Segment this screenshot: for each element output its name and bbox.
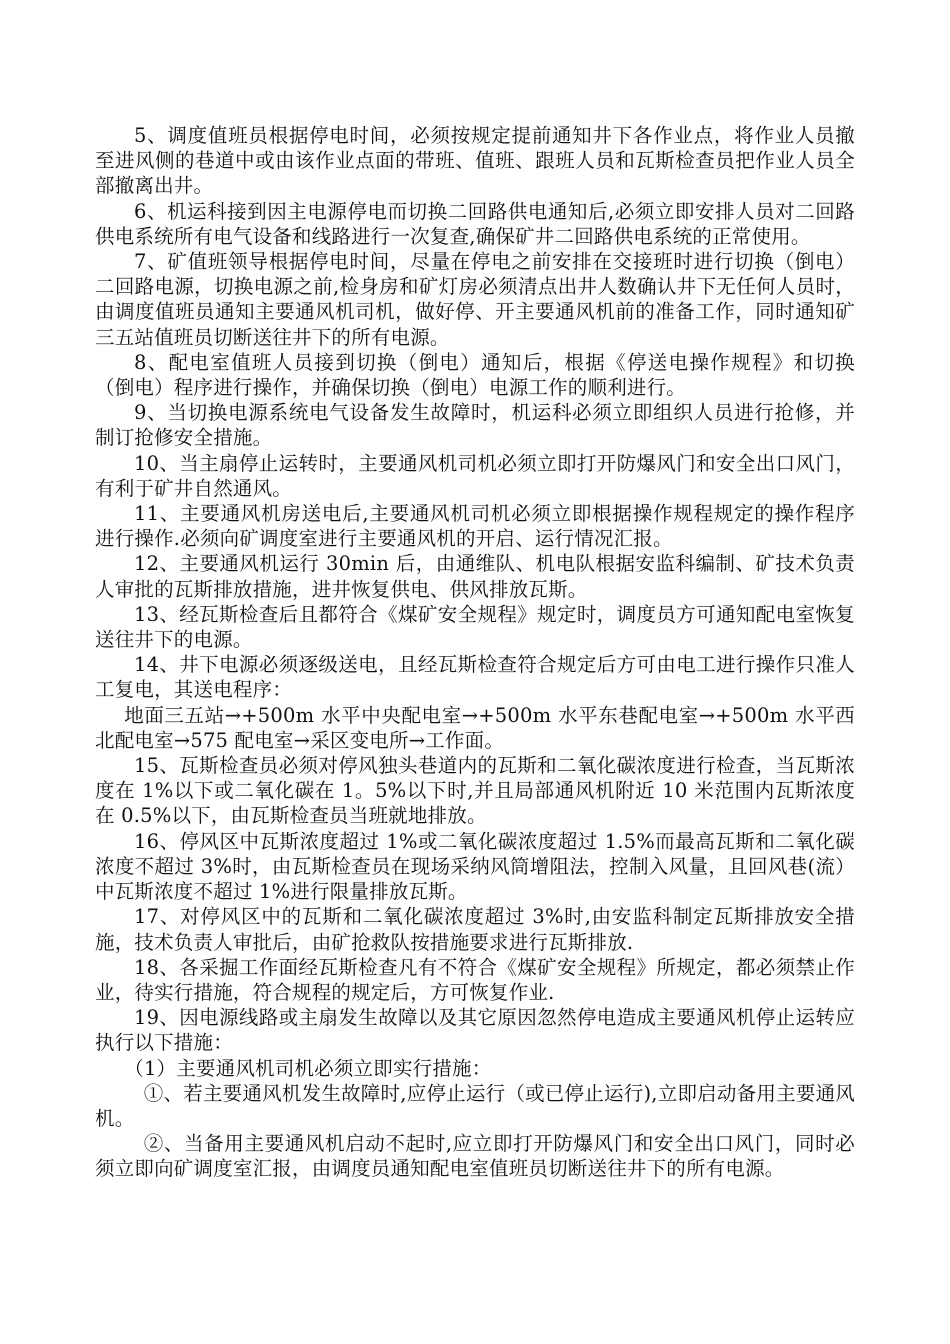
paragraph-item-13: 13、经瓦斯检查后且都符合《煤矿安全规程》规定时，调度员方可通知配电室恢复送往井下的电源。 [95, 602, 855, 652]
paragraph-item-16: 16、停风区中瓦斯浓度超过 1%或二氧化碳浓度超过 1.5%而最高瓦斯和二氧化碳浓度不超过 3%时，由瓦斯检查员在现场采纳风筒增阻法，控制入风量，且回风巷(流）中瓦斯浓度不超过 1%进行限量排放瓦斯。 [95, 829, 855, 904]
paragraph-item-9: 9、当切换电源系统电气设备发生故障时，机运科必须立即组织人员进行抢修，并制订抢修安全措施。 [95, 401, 855, 450]
paragraph-item-6: 6、机运科接到因主电源停电而切换二回路供电通知后,必须立即安排人员对二回路供电系统所有电气设备和线路进行一次复查,确保矿井二回路供电系统的正常使用。 [95, 199, 855, 248]
sub-item-1: （1）主要通风机司机必须立即实行措施： [124, 1056, 492, 1080]
sub-item-circled-1: ①、若主要通风机发生故障时,应停止运行（或已停止运行),立即启动备用主要通风机。 [95, 1081, 855, 1130]
paragraph-item-18: 18、各采掘工作面经瓦斯检查凡有不符合《煤矿安全规程》所规定，都必须禁止作业，待实行措施，符合规程的规定后，方可恢复作业. [95, 955, 855, 1004]
paragraph-item-5: 5、调度值班员根据停电时间，必须按规定提前通知井下各作业点，将作业人员撤至进风侧的巷道中或由该作业点面的带班、值班、跟班人员和瓦斯检查员把作业人员全部撤离出井。 [95, 124, 855, 198]
paragraph-item-15: 15、瓦斯检查员必须对停风独头巷道内的瓦斯和二氧化碳浓度进行检查，当瓦斯浓度在 1%以下或二氧化碳在 1。5%以下时,并且局部通风机附近 10 米范围内瓦斯浓度在 0.5%以下，由瓦斯检查员当班就地排放。 [95, 754, 855, 828]
paragraph-item-10: 10、当主扇停止运转时，主要通风机司机必须立即打开防爆风门和安全出口风门，有利于矿井自然通风。 [95, 451, 855, 500]
paragraph-item-14: 14、井下电源必须逐级送电，且经瓦斯检查符合规定后方可由电工进行操作只准人工复电，其送电程序： [95, 653, 855, 702]
paragraph-item-17: 17、对停风区中的瓦斯和二氧化碳浓度超过 3%时,由安监科制定瓦斯排放安全措施，技术负责人审批后，由矿抢救队按措施要求进行瓦斯排放. [95, 905, 855, 954]
paragraph-item-7: 7、矿值班领导根据停电时间，尽量在停电之前安排在交接班时进行切换（倒电）二回路电源，切换电源之前,检身房和矿灯房必须清点出井人数确认井下无任何人员时，由调度值班员通知主要通风机司机，做好停、开主要通风机前的准备工作，同时通知矿三五站值班员切断送往井下的所有电源。 [95, 250, 855, 349]
paragraph-item-11: 11、主要通风机房送电后,主要通风机司机必须立即根据操作规程规定的操作程序进行操作.必须向矿调度室进行主要通风机的开启、运行情况汇报。 [95, 502, 855, 551]
power-sequence-line: 地面三五站→+500m 水平中央配电室→+500m 水平东巷配电室→+500m 水平西北配电室→575 配电室→采区变电所→工作面。 [95, 703, 855, 752]
paragraph-item-8: 8、配电室值班人员接到切换（倒电）通知后，根据《停送电操作规程》和切换（倒电）程序进行操作，并确保切换（倒电）电源工作的顺利进行。 [95, 350, 855, 400]
sub-item-circled-2: ②、当备用主要通风机启动不起时,应立即打开防爆风门和安全出口风门，同时必须立即向矿调度室汇报，由调度员通知配电室值班员切断送往井下的所有电源。 [95, 1132, 855, 1181]
paragraph-item-12: 12、主要通风机运行 30min 后，由通维队、机电队根据安监科编制、矿技术负责人审批的瓦斯排放措施，进井恢复供电、供风排放瓦斯。 [95, 552, 855, 601]
paragraph-item-19: 19、因电源线路或主扇发生故障以及其它原因忽然停电造成主要通风机停止运转应执行以下措施： [95, 1006, 855, 1055]
